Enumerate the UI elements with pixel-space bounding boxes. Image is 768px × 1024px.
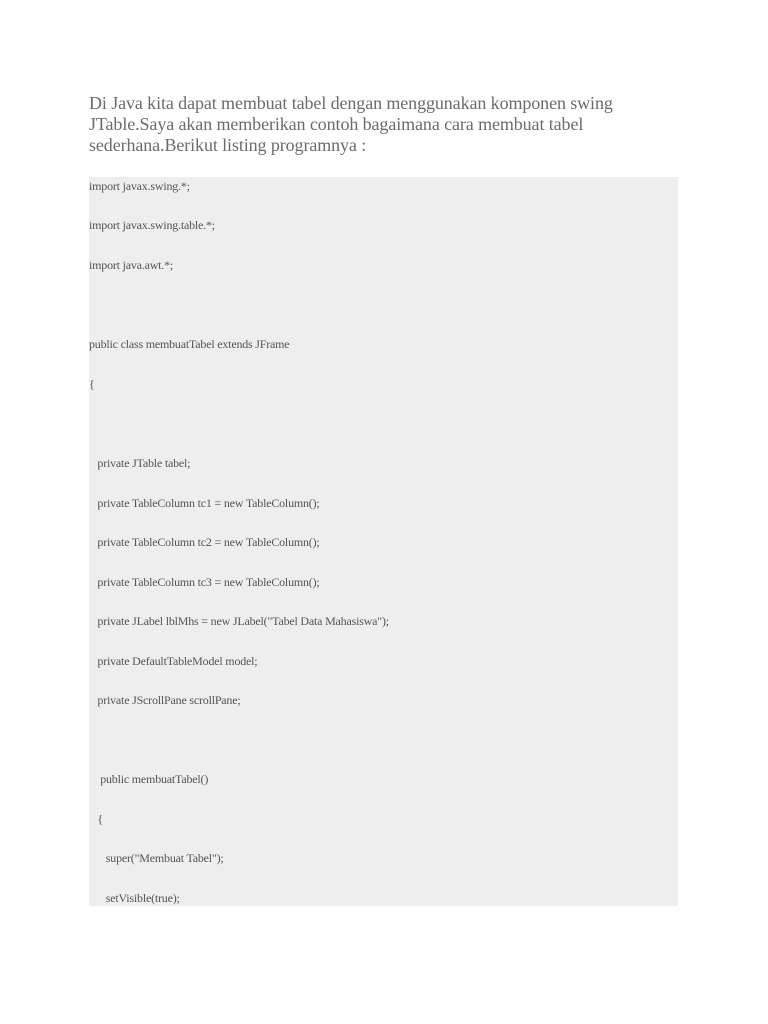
code-line: super("Membuat Tabel"); xyxy=(89,851,224,865)
code-line: private JLabel lblMhs = new JLabel("Tabel Data Mahasiswa"); xyxy=(89,614,389,628)
code-line: import javax.swing.*; xyxy=(89,179,190,193)
code-line: public class membuatTabel extends JFrame xyxy=(89,337,290,351)
code-line: import java.awt.*; xyxy=(89,258,174,272)
code-line: private JScrollPane scrollPane; xyxy=(89,693,241,707)
code-listing xyxy=(89,177,678,906)
code-line: private TableColumn tc1 = new TableColumn(); xyxy=(89,496,320,510)
code-line: private DefaultTableModel model; xyxy=(89,654,258,668)
code-line: { xyxy=(89,377,95,391)
code-line: private JTable tabel; xyxy=(89,456,191,470)
code-line: private TableColumn tc2 = new TableColumn(); xyxy=(89,535,320,549)
code-line: { xyxy=(89,812,103,826)
code-line: public membuatTabel() xyxy=(89,772,209,786)
intro-paragraph: Di Java kita dapat membuat tabel dengan menggunakan komponen swing JTable.Saya akan memberikan contoh bagaimana cara membuat tabel sederhana.Berikut listing programnya : xyxy=(89,93,613,155)
code-line: setVisible(true); xyxy=(89,891,180,905)
code-line: private TableColumn tc3 = new TableColumn(); xyxy=(89,575,320,589)
code-line: import javax.swing.table.*; xyxy=(89,218,215,232)
